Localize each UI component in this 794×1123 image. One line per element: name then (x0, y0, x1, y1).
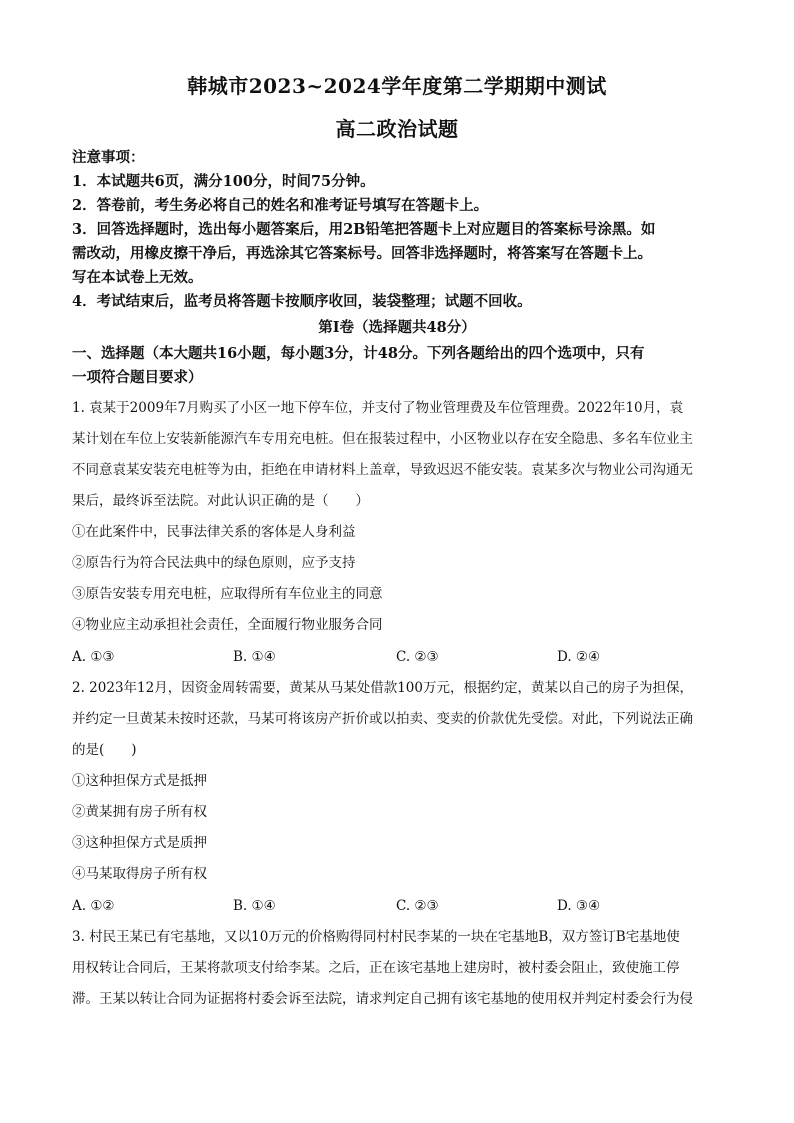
notice-item: 需改动，用橡皮擦干净后，再选涂其它答案标号。回答非选择题时，将答案写在答题卡上。 (72, 245, 652, 262)
exam-title: 韩城市2023~2024学年度第二学期期中测试 (187, 74, 607, 98)
question-2-option-a: A. ①② (72, 898, 115, 914)
notice-item: 1．本试题共6页，满分100分，时间75分钟。 (72, 173, 375, 190)
question-2-option-b: B. ①④ (233, 898, 276, 914)
question-2-statement: ②黄某拥有房子所有权 (72, 804, 207, 820)
question-1-text: 某计划在车位上安装新能源汽车专用充电桩。但在报装过程中，小区物业以存在安全隐患、多名车位业主 (72, 431, 693, 447)
question-3-text: 3. 村民王某已有宅基地，又以10万元的价格购得同村村民李某的一块在宅基地B，双方签订B宅基地使 (72, 929, 680, 945)
question-1-option-c: C. ②③ (396, 649, 439, 665)
question-3-text: 用权转让合同后，王某将款项支付给李某。之后，正在该宅基地上建房时，被村委会阻止，致使施工停 (72, 960, 680, 976)
question-2-option-c: C. ②③ (396, 898, 439, 914)
question-2-text: 的是( ) (72, 742, 137, 758)
question-1-statement: ①在此案件中，民事法律关系的客体是人身利益 (72, 524, 356, 540)
section-instruction: 一、选择题（本大题共16小题，每小题3分，计48分。下列各题给出的四个选项中，只有 (72, 345, 645, 362)
notice-item: 2．答卷前，考生务必将自己的姓名和准考证号填写在答题卡上。 (72, 197, 489, 214)
notice-item: 4．考试结束后，监考员将答题卡按顺序收回，装袋整理；试题不回收。 (72, 293, 532, 310)
section-title: 第Ⅰ卷（选择题共48分） (318, 319, 476, 336)
question-2-statement: ④马某取得房子所有权 (72, 866, 207, 882)
notice-item: 写在本试卷上无效。 (72, 269, 203, 286)
question-3-text: 滞。王某以转让合同为证据将村委会诉至法院，请求判定自己拥有该宅基地的使用权并判定村委会行为侵 (72, 991, 693, 1007)
question-1-option-a: A. ①③ (72, 649, 115, 665)
question-1-statement: ③原告安装专用充电桩，应取得所有车位业主的同意 (72, 586, 383, 602)
question-1-statement: ④物业应主动承担社会责任，全面履行物业服务合同 (72, 617, 383, 633)
question-2-text: 并约定一旦黄某未按时还款，马某可将该房产折价或以拍卖、变卖的价款优先受偿。对此，下列说法正确 (72, 711, 693, 727)
question-1-text: 果后，最终诉至法院。对此认识正确的是（ ） (72, 493, 369, 509)
notice-heading: 注意事项： (72, 149, 145, 166)
section-instruction: 一项符合题目要求） (72, 369, 203, 386)
question-1-option-b: B. ①④ (233, 649, 276, 665)
question-1-option-d: D. ②④ (557, 649, 601, 665)
question-2-statement: ③这种担保方式是质押 (72, 835, 207, 851)
question-2-option-d: D. ③④ (557, 898, 601, 914)
question-1-text: 不同意袁某安装充电桩等为由，拒绝在申请材料上盖章，导致迟迟不能安装。袁某多次与物业公司沟通无 (72, 462, 693, 478)
question-1-text: 1. 袁某于2009年7月购买了小区一地下停车位，并支付了物业管理费及车位管理费。2022年10月，袁 (72, 400, 684, 416)
question-2-statement: ①这种担保方式是抵押 (72, 773, 207, 789)
question-2-text: 2. 2023年12月，因资金周转需要，黄某从马某处借款100万元，根据约定，黄某以自己的房子为担保， (72, 680, 693, 696)
question-1-statement: ②原告行为符合民法典中的绿色原则，应予支持 (72, 555, 356, 571)
exam-subtitle: 高二政治试题 (335, 117, 459, 141)
notice-item: 3．回答选择题时，选出每小题答案后，用2B铅笔把答题卡上对应题目的答案标号涂黑。如 (72, 221, 656, 238)
